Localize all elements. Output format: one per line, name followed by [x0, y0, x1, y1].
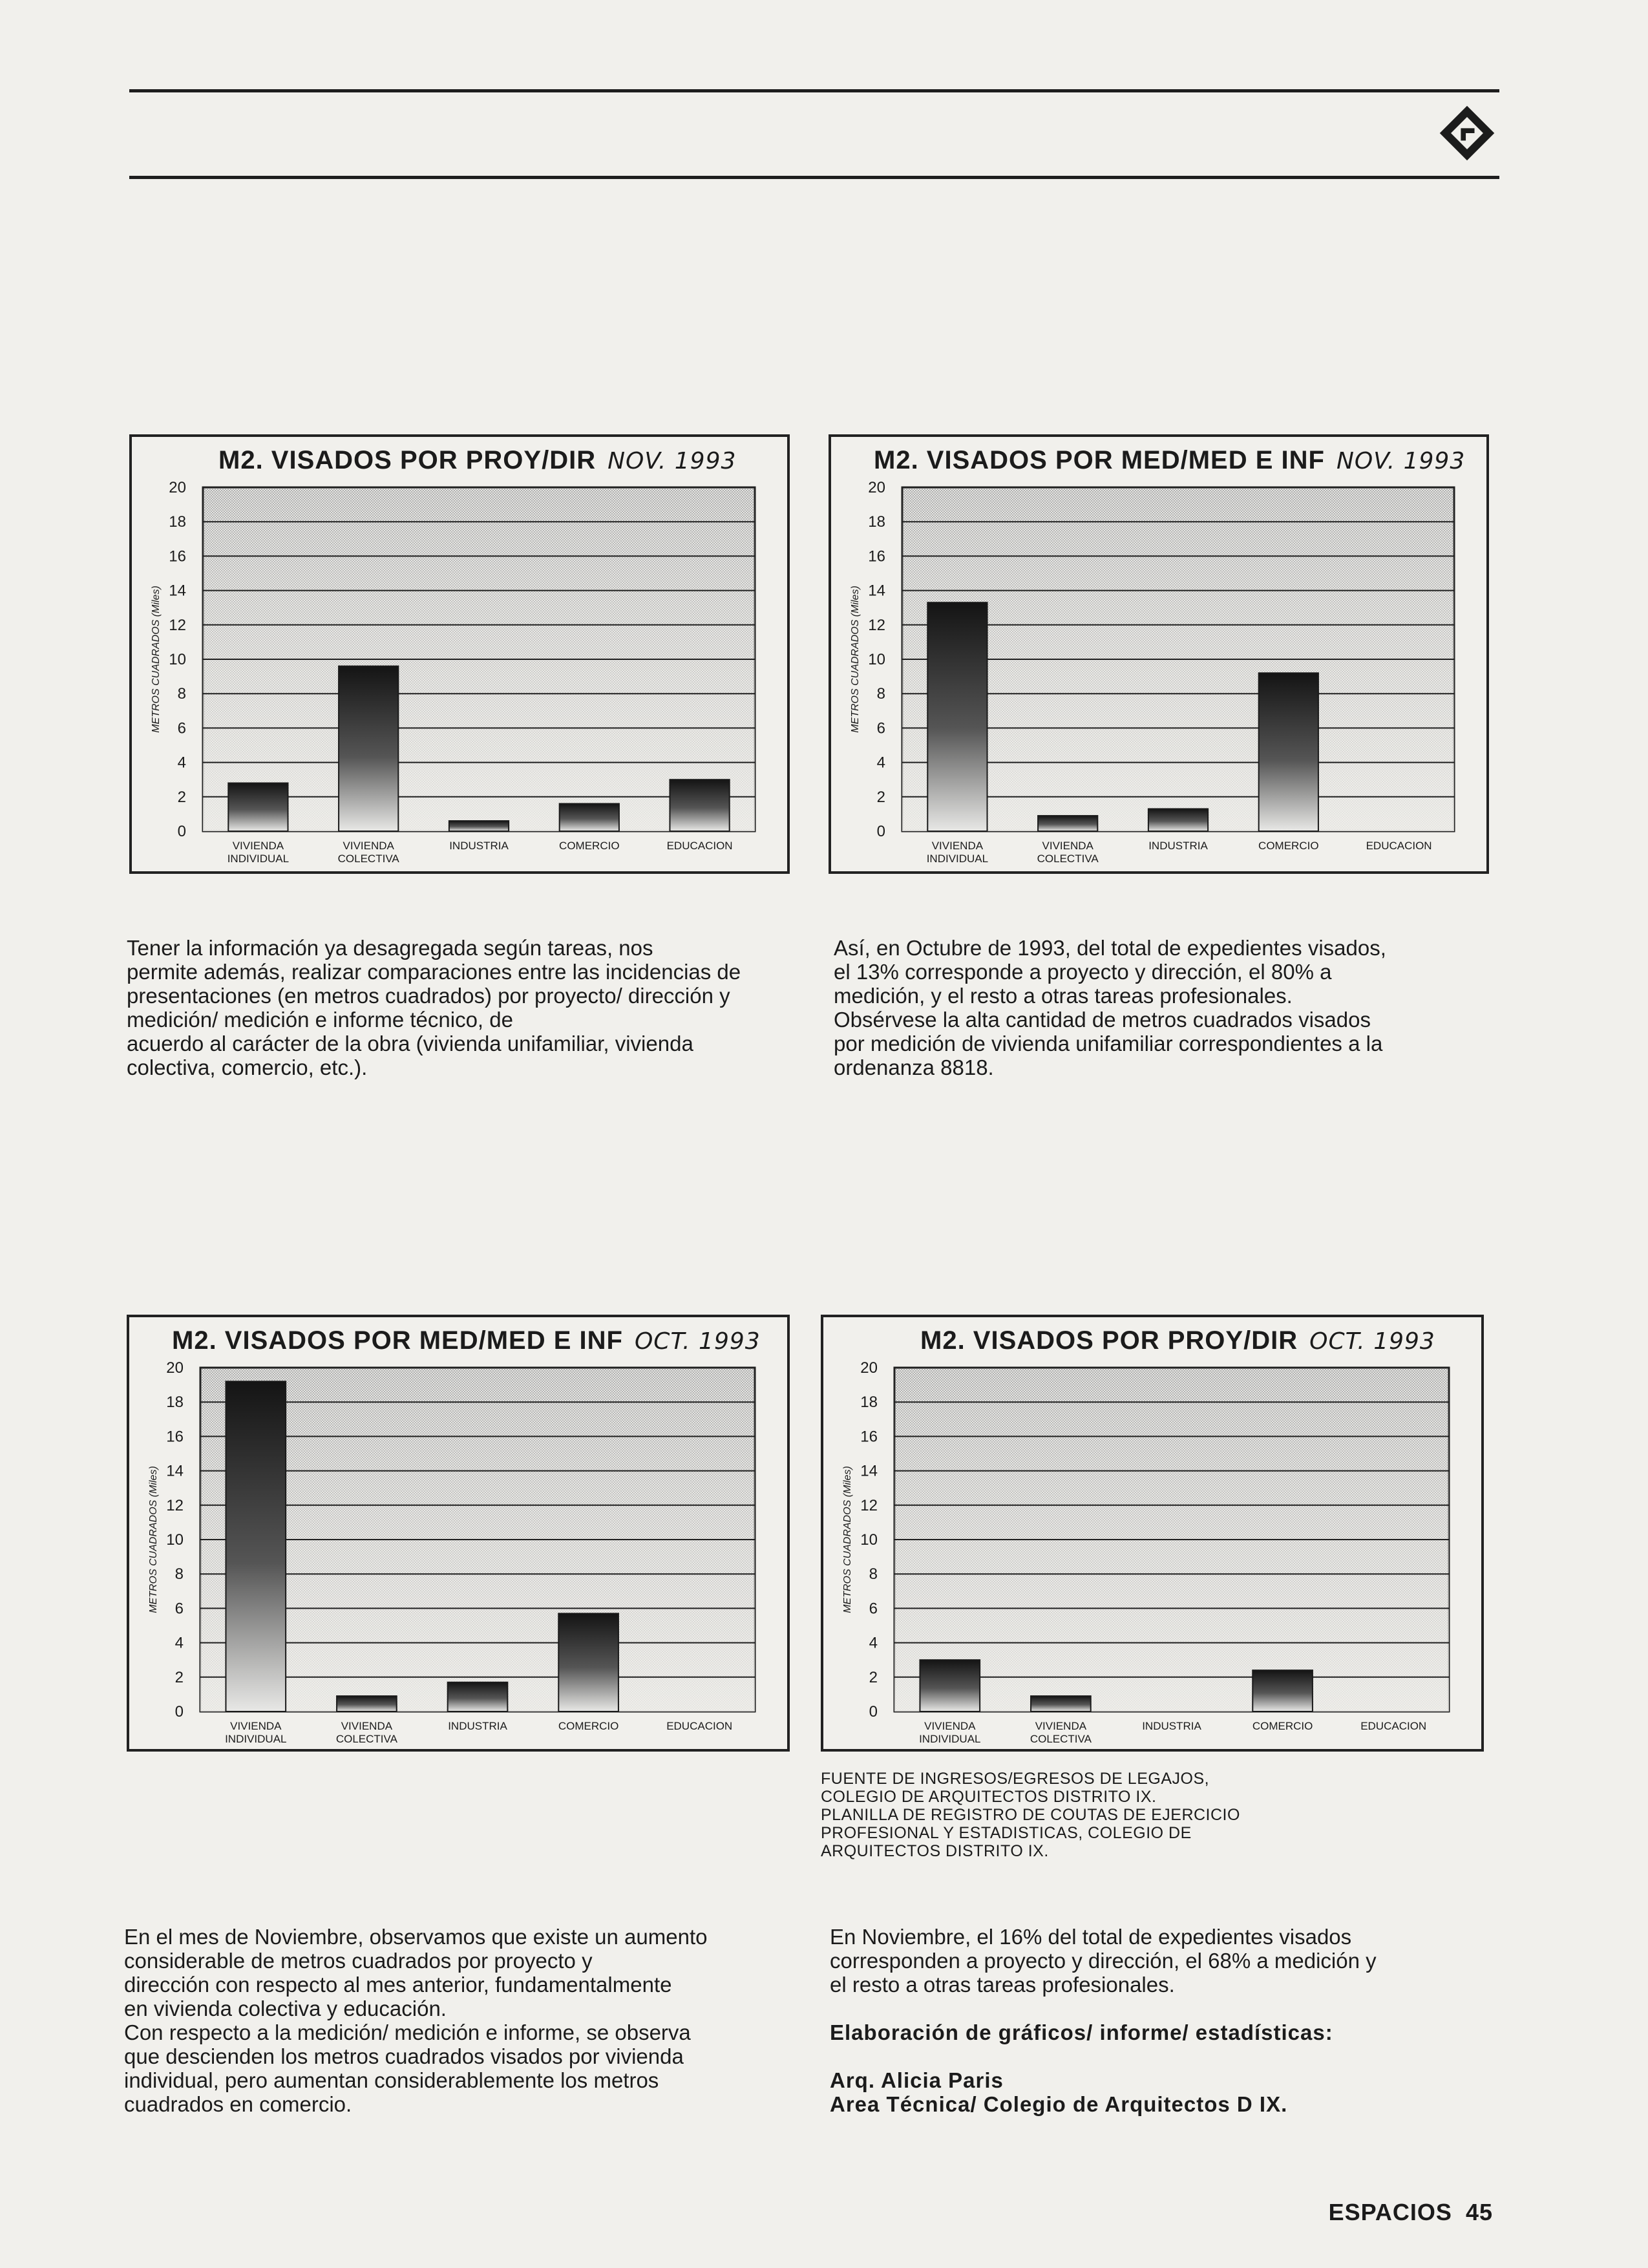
x-category-label: INDUSTRIA [1148, 840, 1208, 852]
source-note: FUENTE DE INGRESOS/EGRESOS DE LEGAJOS, COLEGIO DE ARQUITECTOS DISTRITO IX. PLANILLA DE REGISTRO DE COUTAS DE EJERCICIO PROFESIONAL Y ESTADISTICAS, COLEGIO DE ARQUITECTOS DISTRITO IX. [821, 1770, 1240, 1860]
x-category-label: EDUCACION [666, 1720, 733, 1732]
x-category-label: VIVIENDA [924, 1720, 976, 1732]
bar [448, 1682, 508, 1712]
x-category-label: INDIVIDUAL [919, 1733, 981, 1745]
y-tick-label: 6 [174, 1600, 184, 1618]
y-tick-label: 2 [174, 1668, 184, 1686]
bar [1148, 809, 1208, 831]
bar [1252, 1670, 1313, 1712]
y-tick-label: 18 [169, 513, 186, 531]
x-category-label: INDUSTRIA [448, 1720, 507, 1732]
header-rule-top [129, 89, 1499, 92]
chart-title-main: M2. VISADOS POR PROY/DIR [920, 1326, 1298, 1355]
x-category-label: COLECTIVA [337, 853, 399, 865]
y-tick-label: 8 [174, 1565, 184, 1584]
x-category-label: VIVIENDA [232, 840, 284, 852]
x-category-label: INDIVIDUAL [227, 853, 290, 865]
x-category-label: VIVIENDA [1042, 840, 1093, 852]
y-tick-label: 6 [177, 719, 186, 737]
y-tick-label: 10 [166, 1531, 184, 1549]
y-axis-label: METROS CUADRADOS (Miles) [842, 1466, 853, 1613]
y-tick-label: 20 [166, 1359, 184, 1377]
chart-med-inf-oct [127, 1315, 790, 1752]
x-category-label: INDIVIDUAL [225, 1733, 287, 1745]
y-axis-label: METROS CUADRADOS (Miles) [148, 1466, 159, 1613]
y-tick-label: 6 [869, 1600, 878, 1618]
x-category-label: COMERCIO [1252, 1720, 1313, 1732]
paragraph-november-summary: En Noviembre, el 16% del total de expedientes visados corresponden a proyecto y dirección, el 68% a medición y el resto a otras tareas profesionales. [830, 1925, 1377, 1997]
x-category-label: COMERCIO [1258, 840, 1319, 852]
y-tick-label: 8 [869, 1565, 878, 1584]
x-category-label: COLECTIVA [335, 1733, 397, 1745]
y-tick-label: 6 [876, 719, 885, 737]
y-tick-label: 0 [177, 823, 186, 840]
bar [1259, 673, 1318, 831]
bar-chart-svg [132, 437, 787, 871]
y-tick-label: 0 [876, 823, 885, 840]
y-tick-label: 0 [174, 1703, 184, 1721]
magazine-name: ESPACIOS [1328, 2199, 1452, 2225]
y-tick-label: 16 [868, 547, 885, 566]
page-footer [1329, 2199, 1493, 2226]
y-tick-label: 4 [869, 1634, 878, 1652]
page-number: 45 [1465, 2199, 1493, 2225]
chart-med-inf-nov [829, 434, 1489, 874]
chart-title-date: NOV. 1993 [607, 448, 737, 474]
paragraph-intro: Tener la información ya desagregada según tareas, nos permite además, realizar comparaciones entre las incidencias de presentaciones (en metros cuadrados) por proyecto/ dirección y medición/ medición e informe técnico, de acuerdo al carácter de la obra (vivienda unifamiliar, vivienda colectiva, comercio, etc.). [127, 936, 741, 1079]
credits-title: Elaboración de gráficos/ informe/ estadísticas: [830, 2020, 1333, 2044]
y-tick-label: 12 [868, 616, 885, 634]
bar [339, 666, 398, 831]
y-tick-label: 4 [174, 1634, 184, 1652]
y-tick-label: 14 [169, 582, 186, 600]
bar [920, 1660, 980, 1712]
chart-title-date: NOV. 1993 [1336, 448, 1466, 474]
x-category-label: VIVIENDA [343, 840, 394, 852]
x-category-label: COLECTIVA [1030, 1733, 1092, 1745]
y-tick-label: 8 [177, 685, 186, 703]
x-category-label: EDUCACION [1366, 840, 1432, 852]
bar [228, 783, 288, 831]
x-category-label: VIVIENDA [931, 840, 984, 852]
x-category-label: COMERCIO [559, 840, 620, 852]
chart-title-main: M2. VISADOS POR PROY/DIR [218, 446, 597, 474]
bar-chart-svg [823, 1317, 1481, 1749]
y-tick-label: 4 [177, 754, 186, 772]
y-tick-label: 2 [177, 788, 186, 806]
x-category-label: INDIVIDUAL [926, 853, 989, 865]
chart-title-main: M2. VISADOS POR MED/MED E INF [172, 1326, 623, 1355]
credits-name: Arq. Alicia Paris [830, 2068, 1004, 2092]
x-category-label: VIVIENDA [341, 1720, 393, 1732]
y-tick-label: 10 [860, 1531, 878, 1549]
x-category-label: EDUCACION [666, 840, 733, 852]
bar [337, 1696, 397, 1712]
y-tick-label: 18 [868, 513, 885, 531]
y-tick-label: 18 [166, 1394, 184, 1412]
paragraph-october: Así, en Octubre de 1993, del total de expedientes visados, el 13% corresponde a proyecto y dirección, el 80% a medición, y el resto a otras tareas profesionales. Obsérvese la alta cantidad de metros cuadrados visados por medición de vivienda unifamiliar correspondientes a la ordenanza 8818. [834, 936, 1386, 1079]
bar-chart-svg [831, 437, 1486, 871]
chart-proy-dir-oct [821, 1315, 1484, 1752]
x-category-label: EDUCACION [1360, 1720, 1427, 1732]
credits-org: Area Técnica/ Colegio de Arquitectos D IX. [830, 2092, 1288, 2116]
bar [670, 779, 729, 831]
chart-title-date: OCT. 1993 [1309, 1328, 1435, 1355]
y-tick-label: 4 [876, 754, 885, 772]
paragraph-november: En el mes de Noviembre, observamos que existe un aumento considerable de metros cuadrados por proyecto y dirección con respecto al mes anterior, fundamentalmente en vivienda colectiva y educación. Con respecto a la medición/ medición e informe, se observa que descienden los metros cuadrados visados por vivienda individual, pero aumentan considerablemente los metros cuadrados en comercio. [124, 1925, 708, 2116]
y-tick-label: 12 [169, 616, 186, 634]
y-tick-label: 2 [876, 788, 885, 806]
header-rule-bottom [129, 176, 1499, 179]
bar [1038, 816, 1097, 831]
y-tick-label: 0 [869, 1703, 878, 1721]
y-tick-label: 18 [860, 1394, 878, 1412]
y-tick-label: 16 [166, 1428, 184, 1446]
y-tick-label: 14 [166, 1462, 184, 1480]
bar-chart-svg [129, 1317, 787, 1749]
y-tick-label: 14 [860, 1462, 878, 1480]
y-tick-label: 20 [169, 479, 186, 496]
bar [558, 1613, 618, 1712]
x-category-label: INDUSTRIA [1142, 1720, 1201, 1732]
y-tick-label: 16 [860, 1428, 878, 1446]
y-tick-label: 2 [869, 1668, 878, 1686]
y-axis-label: METROS CUADRADOS (Miles) [850, 586, 861, 733]
colegio-arquitectos-logo-icon [1436, 102, 1498, 164]
y-tick-label: 14 [868, 582, 885, 600]
chart-title-date: OCT. 1993 [634, 1328, 761, 1355]
bar [1031, 1696, 1091, 1712]
chart-title-main: M2. VISADOS POR MED/MED E INF [874, 446, 1325, 474]
y-tick-label: 12 [166, 1496, 184, 1514]
y-tick-label: 10 [868, 651, 885, 668]
x-category-label: INDUSTRIA [449, 840, 509, 852]
x-category-label: VIVIENDA [230, 1720, 282, 1732]
y-tick-label: 20 [868, 479, 885, 496]
y-tick-label: 20 [860, 1359, 878, 1377]
y-tick-label: 12 [860, 1496, 878, 1514]
y-tick-label: 8 [876, 685, 885, 703]
bar [927, 602, 987, 831]
bar [226, 1381, 286, 1712]
chart-proy-dir-nov [129, 434, 790, 874]
x-category-label: COMERCIO [558, 1720, 619, 1732]
y-axis-label: METROS CUADRADOS (Miles) [151, 586, 162, 733]
bar [560, 803, 619, 831]
x-category-label: COLECTIVA [1037, 853, 1099, 865]
y-tick-label: 10 [169, 651, 186, 668]
y-tick-label: 16 [169, 547, 186, 566]
bar [449, 821, 509, 831]
x-category-label: VIVIENDA [1035, 1720, 1087, 1732]
